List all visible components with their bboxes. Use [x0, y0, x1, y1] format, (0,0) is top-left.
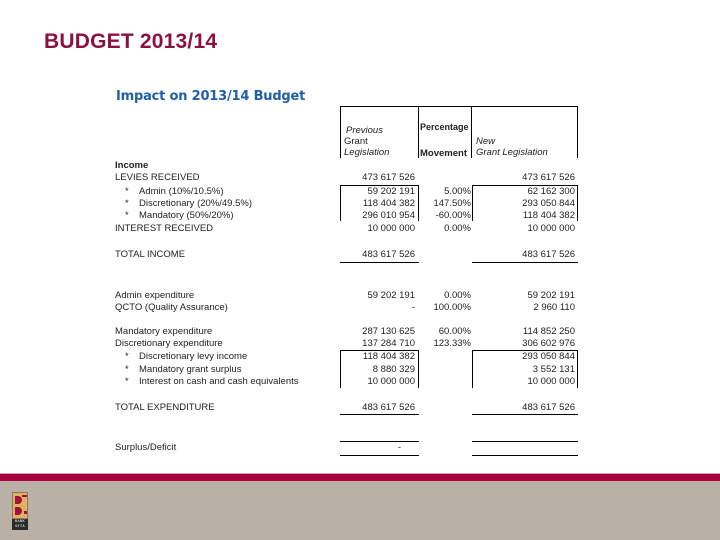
- surplus-prev-bottomline: [340, 455, 419, 456]
- row-levies-received: [115, 172, 580, 184]
- bullet-icon: *: [125, 198, 129, 209]
- row-prev-value: 483 617 526: [362, 249, 415, 260]
- row-label: QCTO (Quality Assurance): [115, 302, 228, 313]
- header-percentage-line2: Movement: [420, 148, 467, 159]
- header-previous-line3: Legislation: [344, 147, 390, 158]
- row-admin: [115, 186, 580, 198]
- header-previous-line1: Previous: [346, 125, 383, 136]
- row-pct-value: -60.00%: [435, 210, 471, 221]
- row-label: TOTAL EXPENDITURE: [115, 402, 215, 413]
- row-prev-value: 483 617 526: [362, 402, 415, 413]
- row-prev-value: 118 404 382: [362, 351, 415, 362]
- header-percentage-movement: [419, 106, 472, 158]
- row-prev-value: 137 284 710: [362, 338, 415, 349]
- row-admin-expenditure: [115, 290, 580, 302]
- row-new-value: 2 960 110: [533, 302, 575, 313]
- row-discretionary: [115, 198, 580, 210]
- row-prev-value: 473 617 526: [362, 172, 415, 183]
- bankseta-logo-icon: [12, 492, 28, 530]
- header-previous-grant: [340, 106, 419, 158]
- row-income-heading: [115, 160, 580, 172]
- surplus-new-bottomline: [472, 455, 578, 456]
- row-label: Mandatory (50%/20%): [139, 210, 234, 221]
- row-new-value: 293 050 844: [522, 351, 575, 362]
- row-label: Admin (10%/10.5%): [139, 186, 224, 197]
- row-pct-value: 147.50%: [433, 198, 471, 209]
- row-new-value: 473 617 526: [522, 172, 575, 183]
- row-prev-value: 287 130 625: [362, 326, 415, 337]
- slide-title: BUDGET 2013/14: [44, 30, 218, 53]
- row-prev-value: 59 202 191: [367, 186, 415, 197]
- logo-text-line1: BANK: [14, 519, 26, 523]
- row-new-value: 3 552 131: [532, 364, 575, 375]
- row-pct-value: 60.00%: [438, 326, 471, 337]
- bullet-icon: *: [125, 376, 129, 387]
- row-new-value: 483 617 526: [522, 402, 575, 413]
- row-label: INTEREST RECEIVED: [115, 223, 214, 234]
- row-mandatory-grant-surplus: [115, 364, 580, 376]
- total-exp-new-underline: [472, 414, 578, 415]
- row-prev-value: 10 000 000: [367, 376, 415, 387]
- row-pct-value: 0.00%: [444, 223, 471, 234]
- row-discretionary-expenditure: [115, 338, 580, 350]
- total-income-prev-underline: [340, 262, 419, 263]
- row-label: Surplus/Deficit: [115, 442, 177, 453]
- footer-accent-band: [0, 473, 720, 481]
- row-new-value: 306 602 976: [522, 338, 575, 349]
- row-label: Discretionary (20%/49.5%): [139, 198, 252, 209]
- row-new-value: 114 852 250: [522, 326, 575, 337]
- row-new-value: 62 162 300: [527, 186, 575, 197]
- row-new-value: 118 404 382: [522, 210, 575, 221]
- row-prev-value: 8 880 329: [372, 364, 415, 375]
- row-qcto: [115, 302, 580, 314]
- row-label: Interest on cash and cash equivalents: [139, 376, 299, 387]
- logo-text-line2: SETA: [14, 524, 26, 528]
- row-label: Mandatory grant surplus: [139, 364, 242, 375]
- row-total-expenditure: [115, 402, 580, 414]
- row-pct-value: 5.00%: [444, 186, 471, 197]
- row-new-value: 483 617 526: [522, 249, 575, 260]
- header-previous-line2: Grant: [344, 136, 368, 147]
- row-label: Discretionary expenditure: [115, 338, 223, 349]
- row-prev-value: 10 000 000: [367, 223, 415, 234]
- row-prev-value: -: [411, 302, 415, 313]
- row-pct-value: 0.00%: [444, 290, 471, 301]
- logo-text: [12, 519, 28, 530]
- row-prev-value: 59 202 191: [367, 290, 415, 301]
- bullet-icon: *: [125, 364, 129, 375]
- header-new-line1: New: [476, 136, 496, 147]
- row-interest-received: [115, 223, 580, 235]
- row-pct-value: 100.00%: [433, 302, 471, 313]
- header-percentage-line1: Percentage: [420, 122, 469, 132]
- row-interest-cash: [115, 376, 580, 388]
- row-new-value: 10 000 000: [527, 223, 575, 234]
- row-label: Admin expenditure: [115, 290, 195, 301]
- row-label: Income: [115, 160, 149, 171]
- row-label: TOTAL INCOME: [115, 249, 186, 260]
- bullet-icon: *: [125, 186, 129, 197]
- row-label: Mandatory expenditure: [115, 326, 213, 337]
- footer: [0, 481, 720, 540]
- row-label: LEVIES RECEIVED: [115, 172, 200, 183]
- row-prev-value: 118 404 382: [362, 198, 415, 209]
- row-prev-value: -: [397, 442, 401, 453]
- header-new-line2: Grant Legislation: [476, 147, 548, 158]
- document-title: Impact on 2013/14 Budget: [116, 89, 306, 104]
- row-pct-value: 123.33%: [433, 338, 471, 349]
- row-label: Discretionary levy income: [139, 351, 248, 362]
- bullet-icon: *: [125, 210, 129, 221]
- row-surplus-deficit: [115, 442, 580, 454]
- row-new-value: 293 050 844: [522, 198, 575, 209]
- total-exp-prev-underline: [340, 414, 419, 415]
- row-mandatory: [115, 210, 580, 222]
- header-new-grant: [472, 106, 578, 158]
- row-new-value: 59 202 191: [527, 290, 575, 301]
- row-mandatory-expenditure: [115, 326, 580, 338]
- logo-mark: [12, 492, 28, 519]
- row-prev-value: 296 010 954: [362, 210, 415, 221]
- total-income-new-underline: [472, 262, 578, 263]
- row-new-value: 10 000 000: [527, 376, 575, 387]
- row-total-income: [115, 249, 580, 261]
- row-discretionary-levy-income: [115, 351, 580, 363]
- bullet-icon: *: [125, 351, 129, 362]
